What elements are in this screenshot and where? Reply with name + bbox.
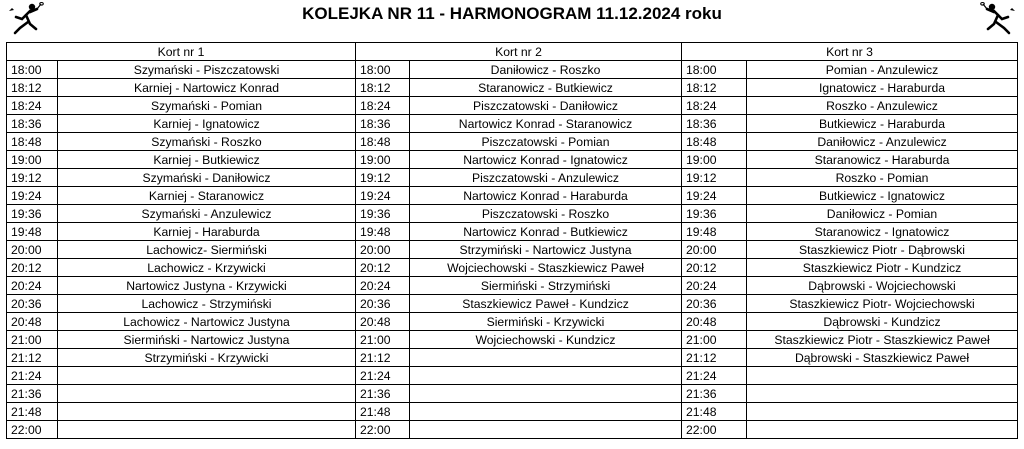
time-cell: 18:48 bbox=[682, 133, 747, 151]
time-cell: 19:00 bbox=[682, 151, 747, 169]
time-cell: 21:48 bbox=[7, 403, 58, 421]
time-cell: 19:24 bbox=[356, 187, 410, 205]
match-cell: Szymański - Pomian bbox=[58, 97, 356, 115]
table-row bbox=[7, 385, 1018, 403]
time-cell: 18:00 bbox=[356, 61, 410, 79]
time-cell: 18:36 bbox=[7, 115, 58, 133]
time-cell: 19:00 bbox=[356, 151, 410, 169]
table-row bbox=[7, 349, 1018, 367]
time-cell: 18:12 bbox=[682, 79, 747, 97]
time-cell: 22:00 bbox=[682, 421, 747, 439]
time-cell: 18:24 bbox=[7, 97, 58, 115]
time-cell: 19:48 bbox=[682, 223, 747, 241]
match-cell: Dąbrowski - Kundzicz bbox=[747, 313, 1018, 331]
match-cell: Karniej - Ignatowicz bbox=[58, 115, 356, 133]
match-cell: Siermiński - Strzymiński bbox=[410, 277, 682, 295]
match-cell bbox=[410, 421, 682, 439]
time-cell: 21:12 bbox=[7, 349, 58, 367]
table-row bbox=[7, 331, 1018, 349]
match-cell: Staszkiewicz Piotr- Wojciechowski bbox=[747, 295, 1018, 313]
match-cell bbox=[747, 421, 1018, 439]
match-cell: Strzymiński - Krzywicki bbox=[58, 349, 356, 367]
match-cell bbox=[58, 403, 356, 421]
time-cell: 19:00 bbox=[7, 151, 58, 169]
court-1-header: Kort nr 1 bbox=[7, 43, 356, 61]
time-cell: 18:12 bbox=[356, 79, 410, 97]
time-cell: 21:12 bbox=[356, 349, 410, 367]
table-row bbox=[7, 115, 1018, 133]
match-cell bbox=[747, 403, 1018, 421]
time-cell: 20:36 bbox=[682, 295, 747, 313]
time-cell: 19:36 bbox=[682, 205, 747, 223]
table-row bbox=[7, 133, 1018, 151]
match-cell: Piszczatowski - Roszko bbox=[410, 205, 682, 223]
match-cell: Lachowicz - Nartowicz Justyna bbox=[58, 313, 356, 331]
time-cell: 18:00 bbox=[7, 61, 58, 79]
match-cell: Staranowicz - Butkiewicz bbox=[410, 79, 682, 97]
time-cell: 18:24 bbox=[682, 97, 747, 115]
time-cell: 21:00 bbox=[682, 331, 747, 349]
match-cell: Szymański - Roszko bbox=[58, 133, 356, 151]
match-cell bbox=[410, 385, 682, 403]
time-cell: 21:00 bbox=[356, 331, 410, 349]
table-row bbox=[7, 187, 1018, 205]
match-cell: Staszkiewicz Piotr - Staszkiewicz Paweł bbox=[747, 331, 1018, 349]
match-cell bbox=[410, 367, 682, 385]
time-cell: 21:48 bbox=[356, 403, 410, 421]
time-cell: 20:00 bbox=[7, 241, 58, 259]
table-row bbox=[7, 205, 1018, 223]
time-cell: 21:12 bbox=[682, 349, 747, 367]
time-cell: 22:00 bbox=[7, 421, 58, 439]
time-cell: 21:36 bbox=[682, 385, 747, 403]
match-cell bbox=[747, 385, 1018, 403]
time-cell: 18:00 bbox=[682, 61, 747, 79]
match-cell bbox=[410, 403, 682, 421]
table-row bbox=[7, 421, 1018, 439]
match-cell: Siermiński - Nartowicz Justyna bbox=[58, 331, 356, 349]
time-cell: 21:24 bbox=[356, 367, 410, 385]
match-cell: Szymański - Piszczatowski bbox=[58, 61, 356, 79]
match-cell: Piszczatowski - Pomian bbox=[410, 133, 682, 151]
table-row bbox=[7, 151, 1018, 169]
time-cell: 19:24 bbox=[682, 187, 747, 205]
time-cell: 19:12 bbox=[7, 169, 58, 187]
time-cell: 20:24 bbox=[682, 277, 747, 295]
time-cell: 20:12 bbox=[7, 259, 58, 277]
match-cell: Lachowicz - Strzymiński bbox=[58, 295, 356, 313]
table-row bbox=[7, 79, 1018, 97]
match-cell bbox=[747, 367, 1018, 385]
match-cell: Staranowicz - Ignatowicz bbox=[747, 223, 1018, 241]
match-cell: Nartowicz Konrad - Ignatowicz bbox=[410, 151, 682, 169]
table-row bbox=[7, 169, 1018, 187]
court-header-row bbox=[7, 43, 1018, 61]
time-cell: 18:48 bbox=[356, 133, 410, 151]
match-cell: Karniej - Staranowicz bbox=[58, 187, 356, 205]
table-row bbox=[7, 277, 1018, 295]
match-cell: Lachowicz- Siermiński bbox=[58, 241, 356, 259]
time-cell: 22:00 bbox=[356, 421, 410, 439]
match-cell: Staranowicz - Haraburda bbox=[747, 151, 1018, 169]
time-cell: 20:48 bbox=[7, 313, 58, 331]
time-cell: 20:00 bbox=[682, 241, 747, 259]
match-cell: Piszczatowski - Daniłowicz bbox=[410, 97, 682, 115]
match-cell: Dąbrowski - Wojciechowski bbox=[747, 277, 1018, 295]
time-cell: 20:12 bbox=[356, 259, 410, 277]
time-cell: 18:12 bbox=[7, 79, 58, 97]
match-cell bbox=[58, 385, 356, 403]
table-row bbox=[7, 295, 1018, 313]
time-cell: 19:48 bbox=[7, 223, 58, 241]
time-cell: 19:12 bbox=[682, 169, 747, 187]
time-cell: 20:36 bbox=[356, 295, 410, 313]
table-row bbox=[7, 97, 1018, 115]
match-cell: Ignatowicz - Haraburda bbox=[747, 79, 1018, 97]
time-cell: 19:24 bbox=[7, 187, 58, 205]
match-cell bbox=[410, 349, 682, 367]
table-row bbox=[7, 403, 1018, 421]
match-cell: Piszczatowski - Anzulewicz bbox=[410, 169, 682, 187]
time-cell: 20:00 bbox=[356, 241, 410, 259]
table-row bbox=[7, 313, 1018, 331]
time-cell: 20:12 bbox=[682, 259, 747, 277]
table-row bbox=[7, 259, 1018, 277]
time-cell: 19:48 bbox=[356, 223, 410, 241]
match-cell: Wojciechowski - Kundzicz bbox=[410, 331, 682, 349]
time-cell: 20:36 bbox=[7, 295, 58, 313]
table-row bbox=[7, 367, 1018, 385]
match-cell: Staszkiewicz Piotr - Kundzicz bbox=[747, 259, 1018, 277]
match-cell: Wojciechowski - Staszkiewicz Paweł bbox=[410, 259, 682, 277]
schedule-table bbox=[6, 42, 1018, 439]
match-cell: Karniej - Haraburda bbox=[58, 223, 356, 241]
table-row bbox=[7, 223, 1018, 241]
badminton-player-right-icon bbox=[980, 2, 1018, 36]
time-cell: 21:48 bbox=[682, 403, 747, 421]
time-cell: 19:12 bbox=[356, 169, 410, 187]
match-cell: Daniłowicz - Pomian bbox=[747, 205, 1018, 223]
time-cell: 19:36 bbox=[356, 205, 410, 223]
match-cell: Staszkiewicz Paweł - Kundzicz bbox=[410, 295, 682, 313]
match-cell: Roszko - Anzulewicz bbox=[747, 97, 1018, 115]
match-cell: Daniłowicz - Roszko bbox=[410, 61, 682, 79]
time-cell: 18:24 bbox=[356, 97, 410, 115]
time-cell: 20:24 bbox=[356, 277, 410, 295]
time-cell: 21:24 bbox=[7, 367, 58, 385]
time-cell: 18:36 bbox=[356, 115, 410, 133]
match-cell: Butkiewicz - Haraburda bbox=[747, 115, 1018, 133]
match-cell: Butkiewicz - Ignatowicz bbox=[747, 187, 1018, 205]
table-row bbox=[7, 241, 1018, 259]
time-cell: 20:24 bbox=[7, 277, 58, 295]
time-cell: 21:36 bbox=[356, 385, 410, 403]
match-cell: Staszkiewicz Piotr - Dąbrowski bbox=[747, 241, 1018, 259]
time-cell: 21:00 bbox=[7, 331, 58, 349]
match-cell: Dąbrowski - Staszkiewicz Paweł bbox=[747, 349, 1018, 367]
match-cell: Strzymiński - Nartowicz Justyna bbox=[410, 241, 682, 259]
time-cell: 18:36 bbox=[682, 115, 747, 133]
match-cell: Nartowicz Justyna - Krzywicki bbox=[58, 277, 356, 295]
time-cell: 19:36 bbox=[7, 205, 58, 223]
time-cell: 20:48 bbox=[356, 313, 410, 331]
match-cell: Szymański - Daniłowicz bbox=[58, 169, 356, 187]
match-cell: Lachowicz - Krzywicki bbox=[58, 259, 356, 277]
match-cell: Karniej - Butkiewicz bbox=[58, 151, 356, 169]
match-cell: Szymański - Anzulewicz bbox=[58, 205, 356, 223]
court-2-header: Kort nr 2 bbox=[356, 43, 682, 61]
table-row bbox=[7, 61, 1018, 79]
court-3-header: Kort nr 3 bbox=[682, 43, 1018, 61]
match-cell: Siermiński - Krzywicki bbox=[410, 313, 682, 331]
time-cell: 18:48 bbox=[7, 133, 58, 151]
match-cell: Pomian - Anzulewicz bbox=[747, 61, 1018, 79]
match-cell: Karniej - Nartowicz Konrad bbox=[58, 79, 356, 97]
match-cell bbox=[58, 367, 356, 385]
match-cell: Daniłowicz - Anzulewicz bbox=[747, 133, 1018, 151]
time-cell: 21:36 bbox=[7, 385, 58, 403]
match-cell: Nartowicz Konrad - Staranowicz bbox=[410, 115, 682, 133]
time-cell: 20:48 bbox=[682, 313, 747, 331]
match-cell: Nartowicz Konrad - Butkiewicz bbox=[410, 223, 682, 241]
page-title: KOLEJKA NR 11 - HARMONOGRAM 11.12.2024 roku bbox=[302, 4, 722, 23]
match-cell: Nartowicz Konrad - Haraburda bbox=[410, 187, 682, 205]
time-cell: 21:24 bbox=[682, 367, 747, 385]
match-cell bbox=[58, 421, 356, 439]
match-cell: Roszko - Pomian bbox=[747, 169, 1018, 187]
